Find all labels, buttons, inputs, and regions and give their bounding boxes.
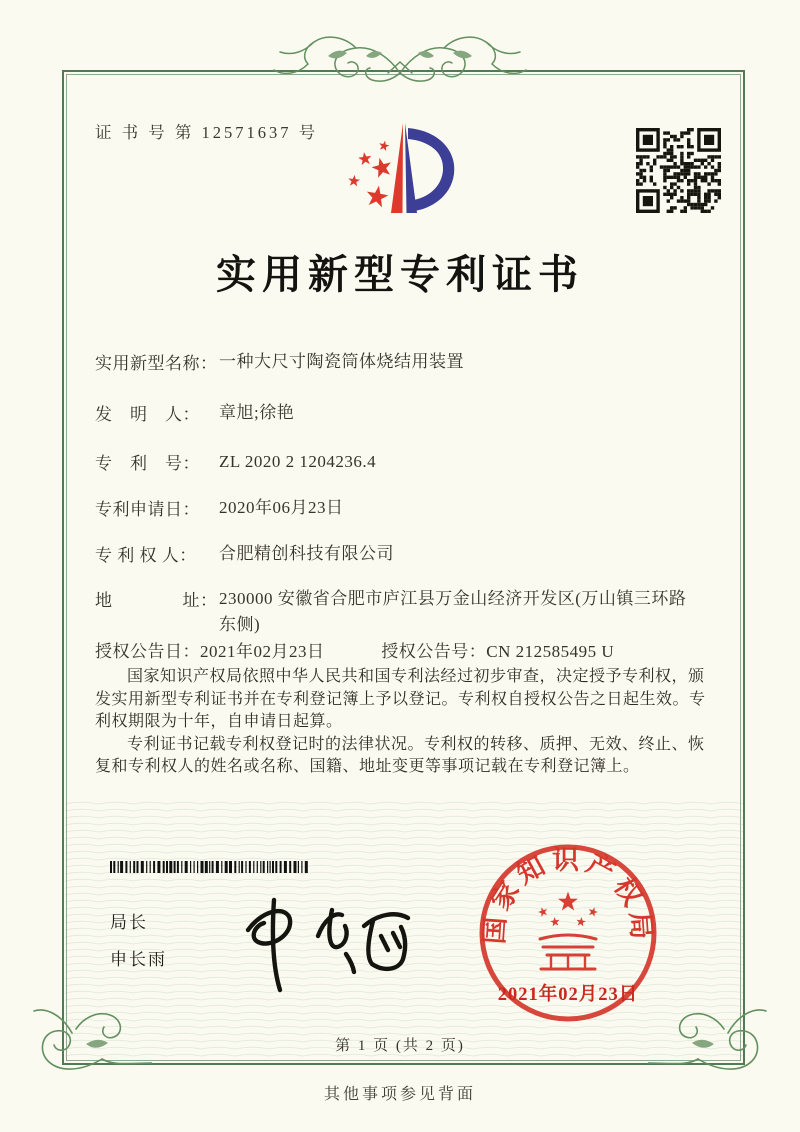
- signer-name: 申长雨: [110, 950, 167, 969]
- certificate-number: 证 书 号 第 12571637 号: [95, 123, 319, 142]
- qr-code-icon: [636, 128, 721, 213]
- field-row-patent-number: [95, 449, 720, 475]
- top-scroll-ornament: [268, 26, 532, 92]
- field-label: 授权公告日：: [95, 642, 200, 661]
- field-row-filing-date: [95, 495, 720, 521]
- back-side-note: 其他事项参见背面: [323, 1086, 476, 1103]
- cnipa-logo-icon: [332, 110, 482, 228]
- field-row-address: [95, 586, 720, 638]
- seal-ring-text: 国家知识产权局: [479, 845, 657, 946]
- field-value: 2020年06月23日: [219, 498, 344, 517]
- field-row-invention-name: [95, 349, 720, 375]
- signer-title: 局长: [110, 913, 148, 932]
- field-label: 发 明 人：: [95, 405, 200, 424]
- seal-date: 2021年02月23日: [497, 985, 639, 1005]
- field-label: 专 利 权 人：: [95, 546, 197, 565]
- grant-number-pair: [381, 637, 614, 662]
- field-value: CN 212585495 U: [486, 642, 615, 661]
- field-label: 专利申请日：: [95, 500, 200, 519]
- field-label: 地 址：: [95, 591, 218, 610]
- field-row-patentee: [95, 541, 720, 567]
- grant-date-pair: [95, 637, 325, 662]
- field-value: 230000 安徽省合肥市庐江县万金山经济开发区(万山镇三环路东侧): [219, 589, 687, 634]
- field-value: ZL 2020 2 1204236.4: [219, 452, 377, 471]
- legal-paragraph: 专利证书记载专利权登记时的法律状况。专利权的转移、质押、无效、终止、恢复和专利权人的姓名或名称、国籍、地址变更等事项记载在专利登记簿上。: [95, 735, 705, 775]
- field-value: 2021年02月23日: [200, 642, 325, 661]
- field-value: 一种大尺寸陶瓷筒体烧结用装置: [219, 352, 464, 371]
- legal-text-block: [95, 666, 717, 779]
- barcode-icon: [110, 861, 310, 873]
- field-label: 专 利 号：: [95, 454, 200, 473]
- signature-handwriting-icon: [226, 890, 416, 995]
- page-number: 第 1 页 (共 2 页): [335, 1038, 465, 1054]
- field-value: 合肥精创科技有限公司: [219, 544, 394, 563]
- field-row-inventor: [95, 400, 720, 426]
- field-value: 章旭;徐艳: [219, 403, 295, 422]
- field-label: 授权公告号：: [381, 642, 487, 661]
- certificate-title: 实用新型专利证书: [216, 252, 584, 297]
- field-label: 实用新型名称：: [95, 354, 218, 373]
- legal-paragraph: 国家知识产权局依照中华人民共和国专利法经过初步审查，决定授予专利权，颁发实用新型专利证书并在专利登记簿上予以登记。专利权自授权公告之日起生效。专利权期限为十年，自申请日起算。: [95, 668, 706, 730]
- field-row-grant: [95, 637, 720, 662]
